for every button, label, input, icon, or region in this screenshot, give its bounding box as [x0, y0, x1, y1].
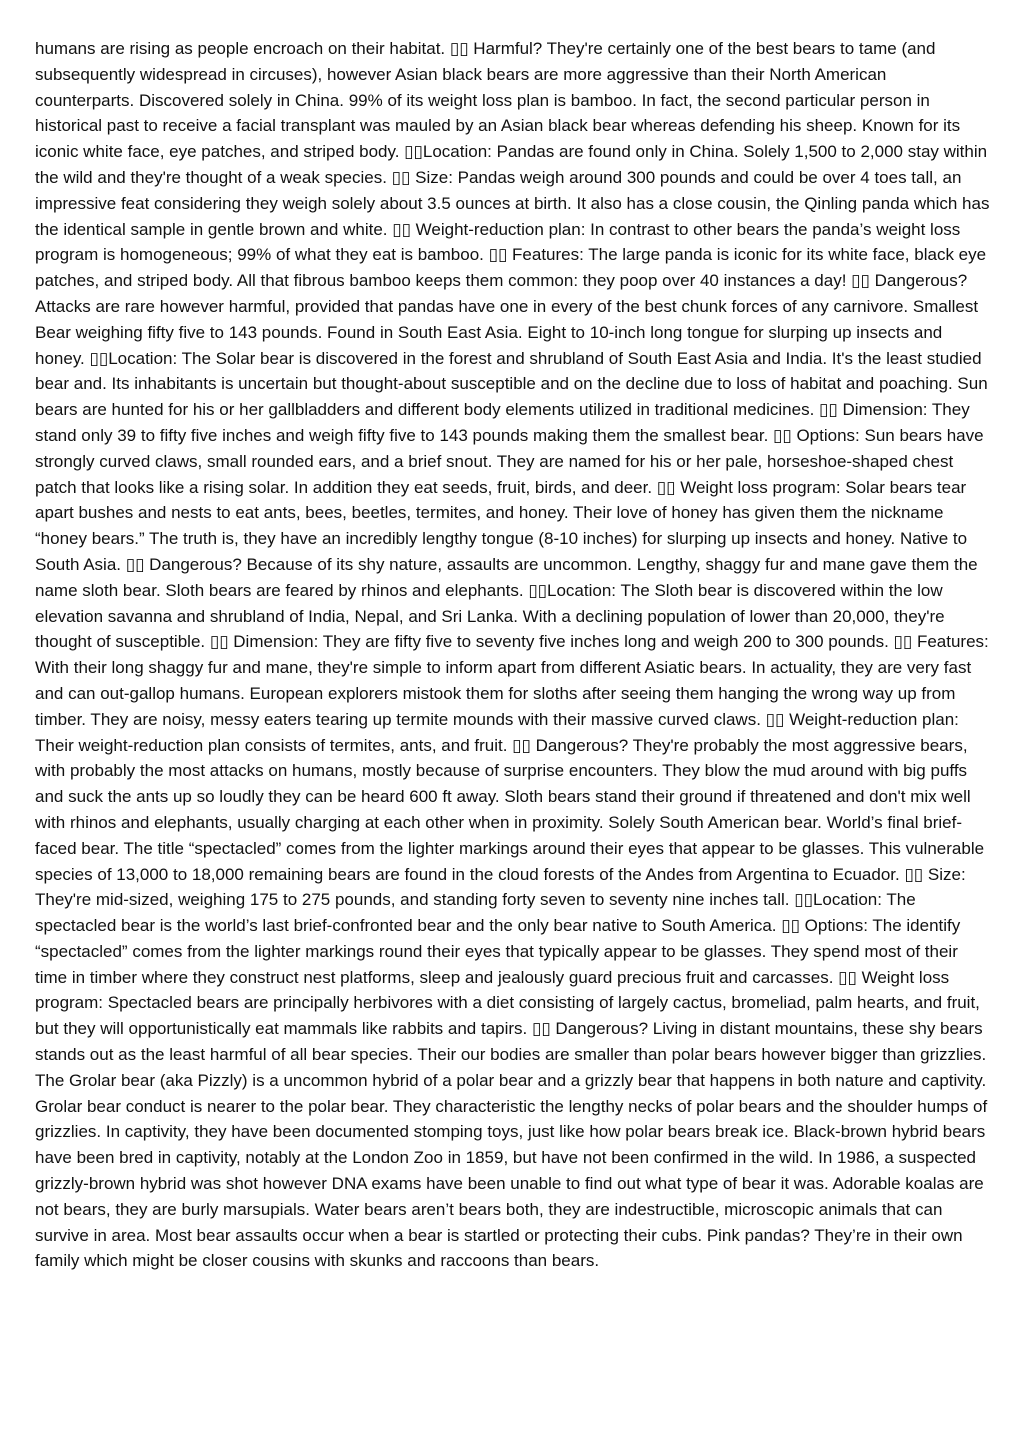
body-paragraph: humans are rising as people encroach on their habitat. ▯▯ Harmful? They're certainly one of the best bears to tame (and subsequently widespread in circuses), however Asian black bears are more aggressive than their North American counterparts. Discovered solely in China. 99% of its weight loss plan is bamboo. In fact, the second particular person in historical past to receive a facial transplant was mauled by an Asian black bear whereas defending his sheep. Known for its iconic white face, eye patches, and striped body. ▯▯Location: Pandas are found only in China. Solely 1,500 to 2,000 stay within the wild and they're thought of a weak species. ▯▯ Size: Pandas weigh around 300 pounds and could be over 4 toes tall, an impressive feat considering they weigh solely about 3.5 ounces at birth. It also has a close cousin, the Qinling panda which has the identical sample in gentle brown and white. ▯▯ Weight-reduction plan: In contrast to other bears the panda’s weight loss program is homogeneous; 99% of what they eat is bamboo. ▯▯ Features: The large panda is iconic for its white face, black eye patches, and striped body. All that fibrous bamboo keeps them common: they poop over 40 instances a day! ▯▯ Dangerous? Attacks are rare however harmful, provided that pandas have one in every of the best chunk forces of any carnivore. Smallest Bear weighing fifty five to 143 pounds. Found in South East Asia. Eight to 10-inch long tongue for slurping up insects and honey. ▯▯Location: The Solar bear is discovered in the forest and shrubland of South East Asia and India. It's the least studied bear and. Its inhabitants is uncertain but thought-about susceptible and on the decline due to loss of habitat and poaching. Sun bears are hunted for his or her gallbladders and different body elements utilized in traditional medicines. ▯▯ Dimension: They stand only 39 to fifty five inches and weigh fifty five to 143 pounds making them the smallest bear. ▯▯ Options: Sun bears have strongly curved claws, small rounded ears, and a brief snout. They are named for his or her pale, horseshoe-shaped chest patch that looks like a rising solar. In addition they eat seeds, fruit, birds, and deer. ▯▯ Weight loss program: Solar bears tear apart bushes and nests to eat ants, bees, beetles, termites, and honey. Their love of honey has given them the nickname “honey bears.” The truth is, they have an incredibly lengthy tongue (8-10 inches) for slurping up insects and honey. Native to South Asia. ▯▯ Dangerous? Because of its shy nature, assaults are uncommon. Lengthy, shaggy fur and mane gave them the name sloth bear. Sloth bears are feared by rhinos and elephants. ▯▯Location: The Sloth bear is discovered within the low elevation savanna and shrubland of India, Nepal, and Sri Lanka. With a declining population of lower than 20,000, they're thought of susceptible. ▯▯ Dimension: They are fifty five to seventy five inches long and weigh 200 to 300 pounds. ▯▯ Features: With their long shaggy fur and mane, they're simple to inform apart from different Asiatic bears. In actuality, they are very fast and can out-gallop humans. European explorers mistook them for sloths after seeing them hanging the wrong way up from timber. They are noisy, messy eaters tearing up termite mounds with their massive curved claws. ▯▯ Weight-reduction plan: Their weight-reduction plan consists of termites, ants, and fruit. ▯▯ Dangerous? They're probably the most aggressive bears, with probably the most attacks on humans, mostly because of surprise encounters. They blow the mud around with big puffs and suck the ants up so loudly they can be heard 600 ft away. Sloth bears stand their ground if threatened and don't mix well with rhinos and elephants, usually charging at each other when in proximity. Solely South American bear. World’s final brief-faced bear. The title “spectacled” comes from the lighter markings around their eyes that appear to be glasses. This vulnerable species of 13,000 to 18,000 remaining bears are found in the cloud forests of the Andes from Argentina to Ecuador. ▯▯ Size: They're mid-sized, weighing 175 to 275 pounds, and standing forty seven to seventy nine inches tall. ▯▯Location: The spectacled bear is the world’s last brief-confronted bear and the only bear native to South America. ▯▯ Options: The identify “spectacled” comes from the lighter markings round their eyes that typically appear to be glasses. They spend most of their time in timber where they construct nest platforms, sleep and jealously guard precious fruit and carcasses. ▯▯ Weight loss program: Spectacled bears are principally herbivores with a diet consisting of largely cactus, bromeliad, palm hearts, and fruit, but they will opportunistically eat mammals like rabbits and tapirs. ▯▯ Dangerous? Living in distant mountains, these shy bears stands out as the least harmful of all bear species. Their our bodies are smaller than polar bears however bigger than grizzlies. The Grolar bear (aka Pizzly) is a uncommon hybrid of a polar bear and a grizzly bear that happens in both nature and captivity. Grolar bear conduct is nearer to the polar bear. They characteristic the lengthy necks of polar bears and the shoulder humps of grizzlies. In captivity, they have been documented stomping toys, just like how polar bears break ice. Black-brown hybrid bears have been bred in captivity, notably at the London Zoo in 1859, but have not been confirmed in the wild. In 1986, a suspected grizzly-brown hybrid was shot however DNA exams have been unable to find out what type of bear it was. Adorable koalas are not bears, they are burly marsupials. Water bears aren’t bears both, they are indestructible, microscopic animals that can survive in area. Most bear assaults occur when a bear is startled or protecting their cubs. Pink pandas? They’re in their own family which might be closer cousins with skunks and raccoons than bears.: [35, 39, 990, 1271]
